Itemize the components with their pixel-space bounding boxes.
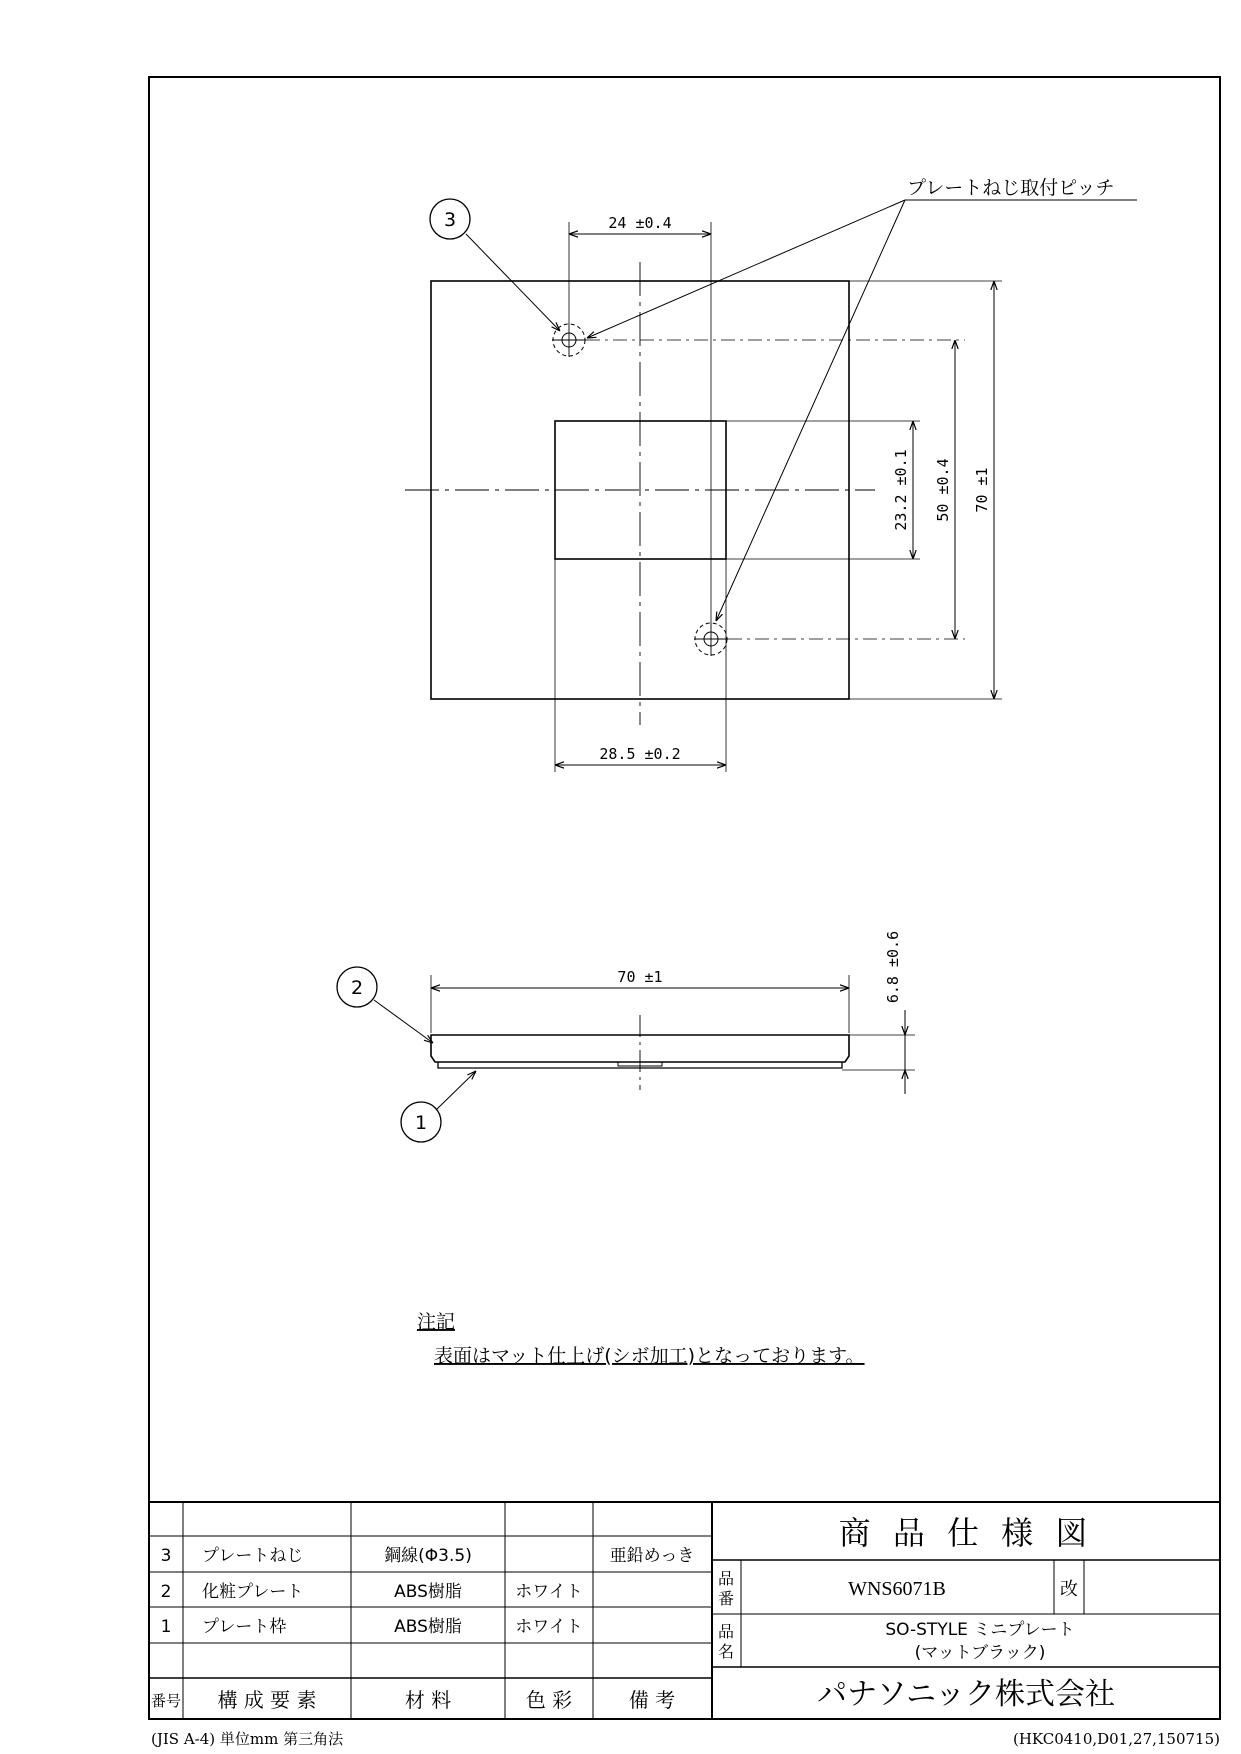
table-header-note: 備 考 [628,1688,676,1712]
dim-top-pitch: 24 ±0.4 [608,214,672,232]
pitch-label: プレートねじ取付ピッチ [907,177,1115,199]
callout-3-label: 3 [443,209,457,231]
part-no-label-1: 品 [717,1569,735,1588]
product-name-line2: (マットブラック) [914,1643,1046,1663]
dim-opening-height: 23.2 ±0.1 [892,449,910,531]
company-name: パナソニック株式会社 [817,1677,1115,1712]
dim-bottom-width: 28.5 ±0.2 [599,745,681,763]
part-no-label-2: 番 [717,1589,735,1608]
part-number: WNS6071B [848,1578,946,1600]
table-header-no: 番号 [150,1692,182,1710]
product-name-label-2: 名 [717,1642,735,1661]
table-cell-color: ホワイト [515,1617,583,1637]
notes-text: 表面はマット仕上げ(シボ加工)となっております。 [434,1345,865,1367]
front-view [405,200,1137,772]
callout-2-label: 2 [350,977,364,999]
parts-table [151,1546,694,1712]
callout-1-label: 1 [414,1112,428,1134]
table-header-part: 構 成 要 素 [217,1688,317,1712]
table-cell-part: プレートねじ [202,1546,304,1566]
table-cell-no: 3 [160,1546,172,1566]
product-name-label-1: 品 [717,1622,735,1641]
table-cell-part: プレート枠 [202,1617,287,1637]
screw-hole-bottom [694,622,965,656]
table-cell-no: 2 [160,1582,172,1602]
side-view [374,975,915,1110]
title-block-title: 商 品 仕 様 図 [838,1514,1094,1552]
table-header-material: 材 料 [404,1688,452,1712]
notes-heading: 注記 [417,1311,456,1333]
footer-right: (HKC0410,D01,27,150715) [1012,1730,1220,1748]
footer-left: (JIS A-4) 単位mm 第三角法 [151,1730,344,1748]
table-cell-note: 亜鉛めっき [609,1546,695,1566]
product-name-line1: SO-STYLE ミニプレート [885,1620,1075,1640]
table-cell-no: 1 [160,1617,172,1637]
revision-label: 改 [1060,1579,1078,1600]
table-cell-material: ABS樹脂 [394,1617,462,1637]
table-cell-color: ホワイト [515,1582,583,1602]
dim-side-thickness: 6.8 ±0.6 [884,930,902,1004]
dim-plate-height: 70 ±1 [973,467,991,513]
screw-hole-top [552,323,965,357]
table-cell-material: ABS樹脂 [394,1582,462,1602]
dim-screw-vertical: 50 ±0.4 [934,458,952,522]
table-cell-part: 化粧プレート [202,1582,304,1602]
dim-side-width: 70 ±1 [617,968,663,986]
table-header-color: 色 彩 [525,1688,573,1712]
table-cell-material: 鋼線(Φ3.5) [384,1546,472,1566]
sheet-border [149,77,1220,1719]
